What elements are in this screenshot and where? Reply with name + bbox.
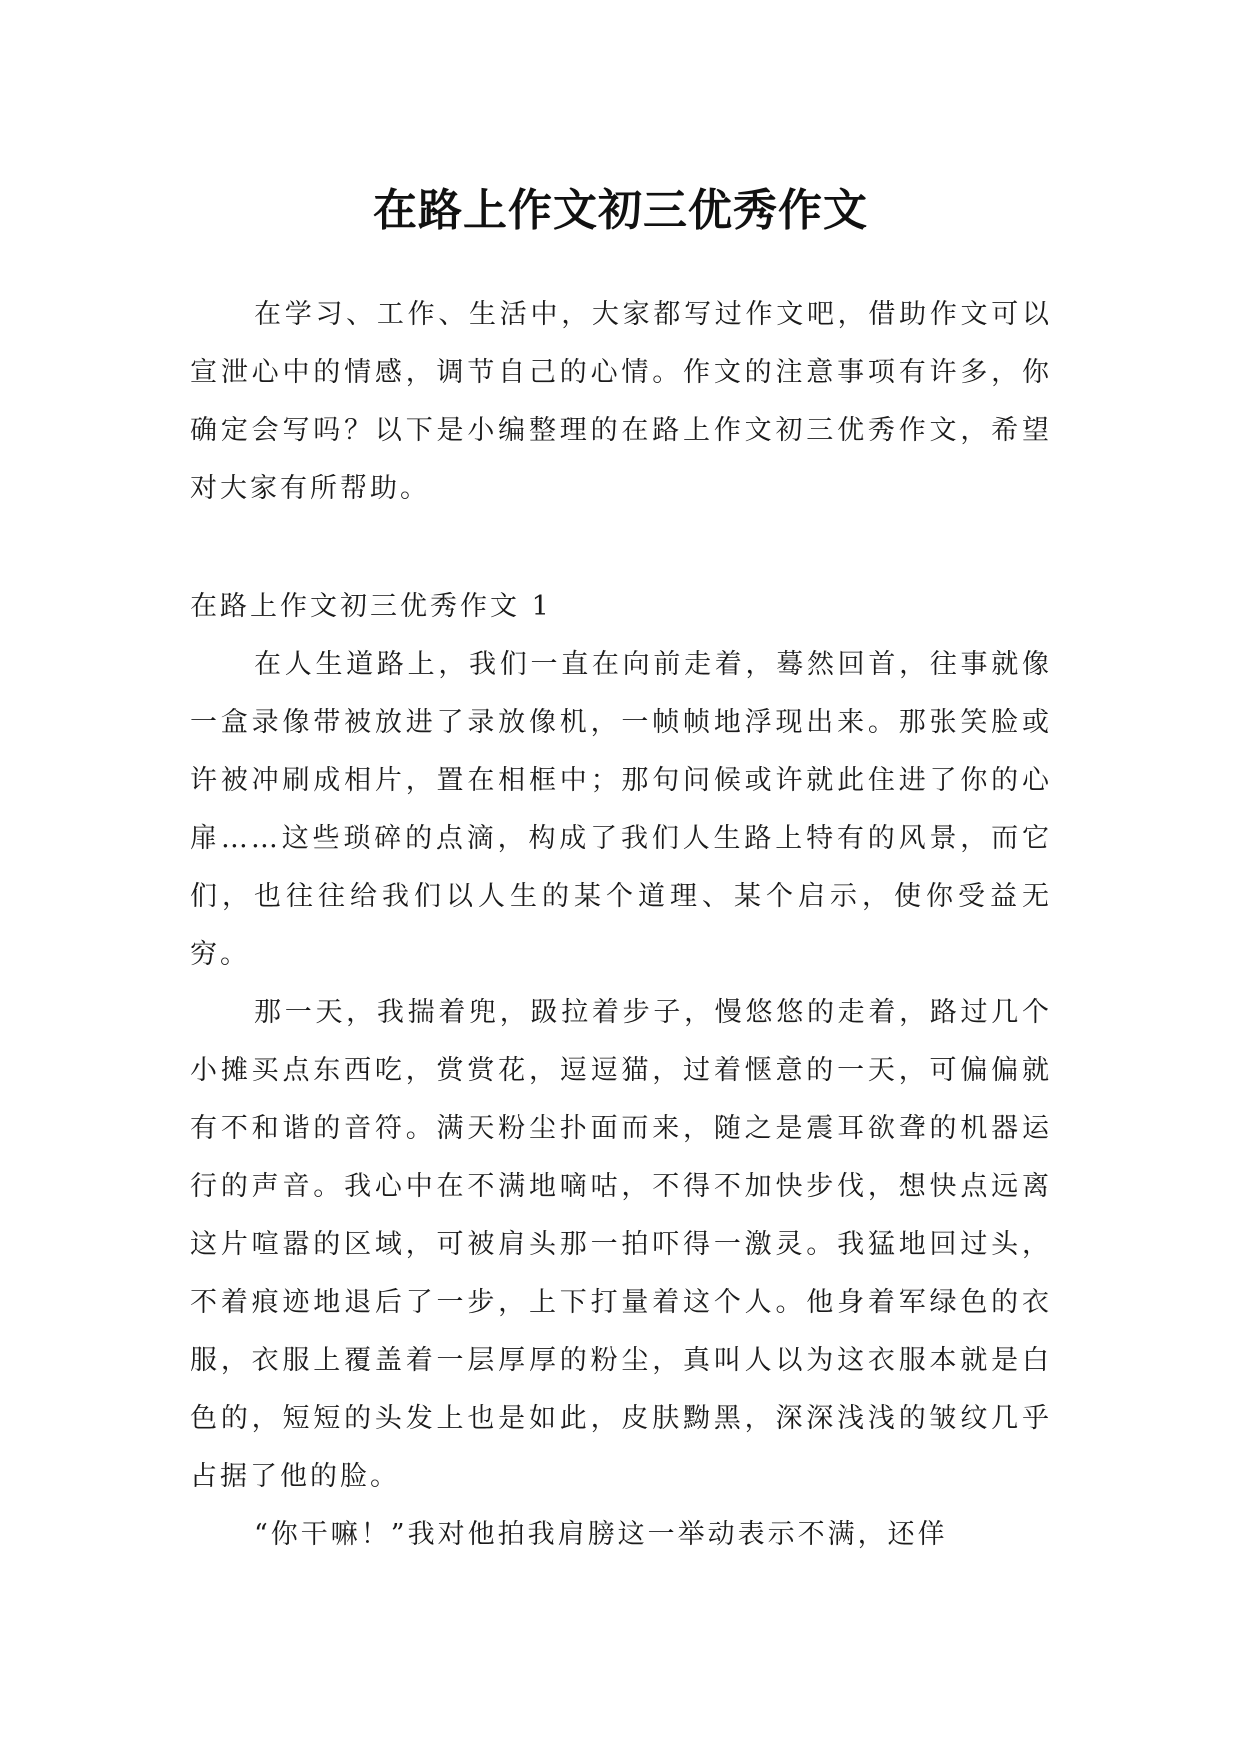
document-title: 在路上作文初三优秀作文 <box>373 185 868 237</box>
body-paragraph-3: “你干嘛！”我对他拍我肩膀这一举动表示不满，还佯 <box>254 1519 948 1550</box>
body-paragraph-2: 那一天，我揣着兜，趿拉着步子，慢悠悠的走着，路过几个小摊买点东西吃，赏赏花，逗逗猫，过着惬意的一天，可偏偏就有不和谐的音符。满天粉尘扑面而来，随之是震耳欲聋的机器运行的声音。我心中在不满地嘀咕，不得不加快步伐，想快点远离这片喧嚣的区域，可被肩头那一拍吓得一激灵。我猛地回过头，不着痕迹地退后了一步，上下打量着这个人。他身着军绿色的衣服，衣服上覆盖着一层厚厚的粉尘，真叫人以为这衣服本就是白色的，短短的头发上也是如此，皮肤黝黑，深深浅浅的皱纹几乎占据了他的脸。 <box>190 997 1052 1492</box>
document-body <box>190 286 1052 1564</box>
body-paragraph-1: 在人生道路上，我们一直在向前走着，蓦然回首，往事就像一盒录像带被放进了录放像机，一帧帧地浮现出来。那张笑脸或许被冲刷成相片，置在相框中；那句问候或许就此住进了你的心扉……这些琐碎的点滴，构成了我们人生路上特有的风景，而它们，也往往给我们以人生的某个道理、某个启示，使你受益无穷。 <box>190 649 1052 970</box>
section-heading: 在路上作文初三优秀作文 1 <box>190 591 552 622</box>
intro-paragraph: 在学习、工作、生活中，大家都写过作文吧，借助作文可以宣泄心中的情感，调节自己的心情。作文的注意事项有许多，你确定会写吗？以下是小编整理的在路上作文初三优秀作文，希望对大家有所帮助。 <box>190 299 1052 504</box>
